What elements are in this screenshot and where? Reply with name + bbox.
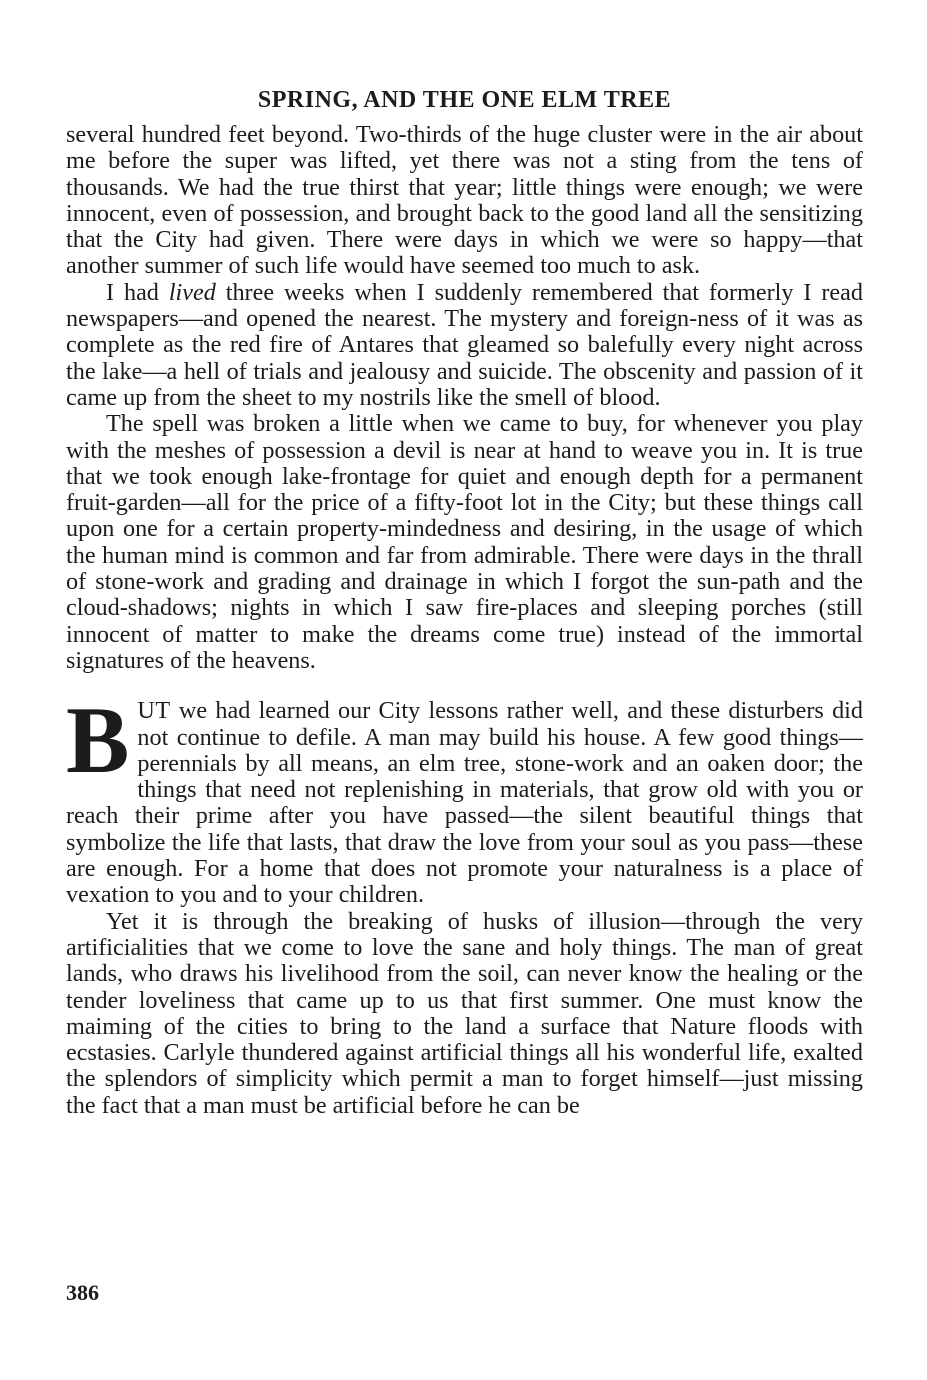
paragraph-possession: The spell was broken a little when we came to buy, for whenever you play with the meshes of possession a devil is near at hand to weave you in. It is true that we took enough lake-frontage for quiet and enough depth for a permanent fruit-garden—all for the price of a fifty-foot lot in the City; but these things call upon one for a certain property-mindedness and desiring, in the usage of which the human mind is common and far from admirable. There were days in the thrall of stone-work and grading and drainage in which I forgot the sun-path and the cloud-shadows; nights in which I saw fire-places and sleeping porches (still innocent of matter to make the dreams come true) instead of the immortal signatures of the heavens. (66, 410, 863, 674)
paragraph-section-opening (66, 687, 863, 909)
paragraph-text: I had (106, 278, 169, 306)
paragraph-text: three weeks when I suddenly remembered that formerly I read newspapers—and opened the nearest. The mystery and foreign-ness of it was as complete as the red fire of Antares that gleamed so balefully every night across the lake—a hell of trials and jealousy and suicide. The obscenity and passion of it came up from the sheet to my nostrils like the smell of blood. (66, 278, 863, 411)
caps-lead: UT (137, 697, 171, 725)
paragraph-continued: several hundred feet beyond. Two-thirds of the huge cluster were in the air about me before the super was lifted, yet there was not a sting from the tens of thousands. We had the true thirst that year; little things were enough; we were innocent, even of possession, and brought back to the good land all the sensitizing that the City had given. There were days in which we were so happy—that another summer of such life would have seemed too much to ask. (66, 121, 863, 280)
page-number: 386 (66, 1280, 99, 1305)
paragraph-illusion: Yet it is through the breaking of husks of illusion—through the very artificialities that we come to love the sane and holy things. The man of great lands, who draws his livelihood from the soil, can never know the healing or the tender loveliness that came up to us that first summer. One must know the maiming of the cities to bring to the land a surface that Nature floods with ecstasies. Carlyle thundered against artificial things all his wonderful life, exalted the splendors of simplicity which permit a man to forget himself—just missing the fact that a man must be artificial before he can be (66, 907, 863, 1119)
page (66, 82, 863, 1119)
body-text (66, 122, 863, 1119)
paragraph-newspapers (66, 280, 863, 411)
running-head: SPRING, AND THE ONE ELM TREE (257, 87, 672, 113)
paragraph-text: we had learned our City lessons rather well, and these disturbers did not continue to defile. A man may build his house. A few good things—perennials by all means, an elm tree, stone-work and an oaken door; the things that need not replenishing in materials, that grow old with you or reach their prime after you have passed—the silent beautiful things that symbolize the life that lasts, that draw the love from your soul as you pass—these are enough. For a home that does not promote your naturalness is a place of vexation to you and to your children. (66, 697, 863, 909)
section-break (66, 674, 863, 698)
drop-cap: B (66, 687, 130, 794)
italic-word: lived (168, 278, 216, 306)
